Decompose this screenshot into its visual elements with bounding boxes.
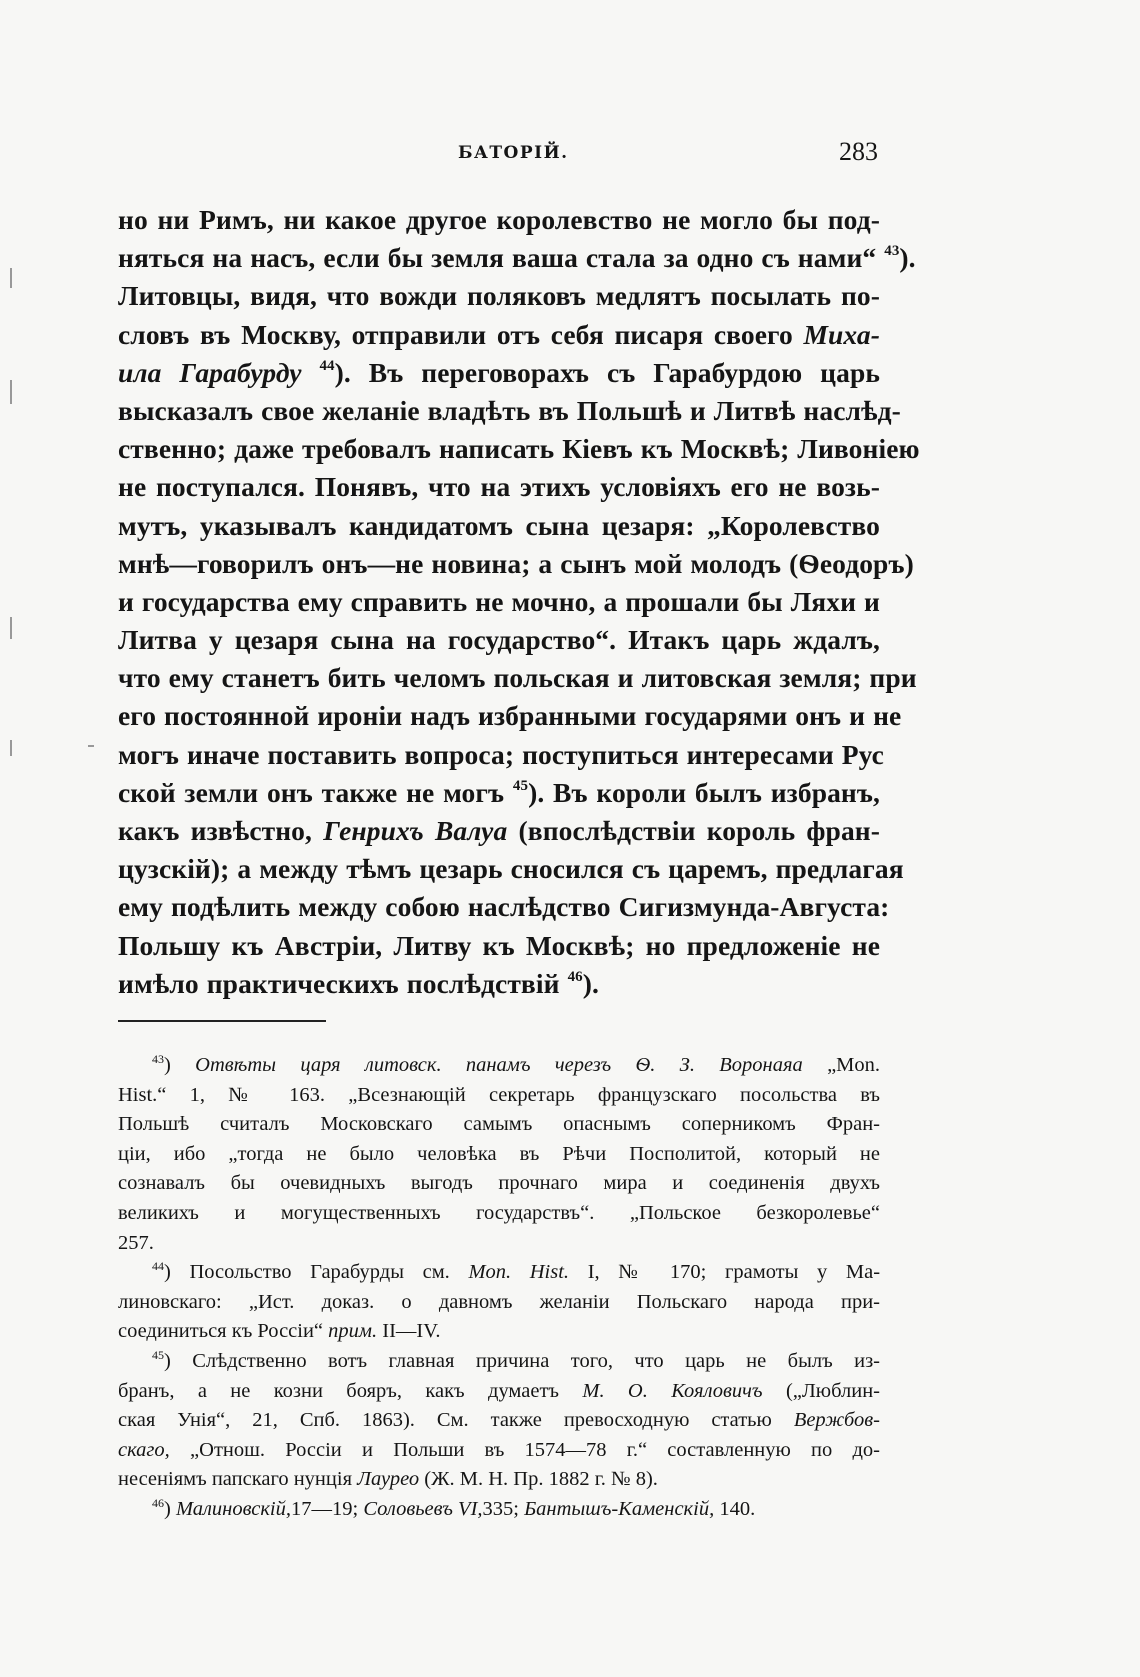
- text-line: ему подѣлить между собою наслѣдство Сигизмунда-Августа:: [118, 891, 890, 923]
- person-name: Миха-: [803, 318, 880, 350]
- footnote-line: несеніямъ папскаго нунція Лаурео (Ж. М. Н. Пр. 1882 г. № 8).: [118, 1468, 658, 1491]
- person-name: Генрихъ Валуа: [323, 815, 508, 846]
- footnote-ref: 45: [512, 777, 529, 794]
- text-line: какъ извѣстно, Генрихъ Валуа (впослѣдствіи король фран-: [118, 815, 880, 846]
- footnote-43: $^{43}$) Отвѣты царя литовск. панамъ черезъ Ѳ. З. Воронаяа „Mon.: [152, 1052, 881, 1076]
- text-line: Литовцы, видя, что вожди поляковъ медлятъ посылать по-: [118, 280, 880, 312]
- footnote-line: ская Унія“, 21, Спб. 1863). См. также превосходную статью Вержбов-: [118, 1409, 880, 1432]
- text-line: имѣло практическихъ послѣдствій $^{46}$).: [118, 967, 599, 999]
- page-number: 283: [839, 137, 878, 166]
- footnote-line: Польшѣ считалъ Московскаго самымъ опаснымъ соперникомъ Фран-: [118, 1113, 880, 1136]
- text-line: могъ иначе поставить вопроса; поступиться интересами Рус: [118, 738, 884, 770]
- text-line: мутъ, указывалъ кандидатомъ сына цезаря: „Королевство: [118, 509, 880, 541]
- footnote-46: $^{46}$) Малиновскій,17—19; Соловьевъ VI,335; Бантышъ-Каменскій, 140.: [152, 1495, 756, 1520]
- footnote-line: соединиться къ Россіи“ прим. II—IV.: [118, 1320, 441, 1343]
- footnote-44: $^{44}$) Посольство Гарабурды см. Mon. Hist. I, № 170; грамоты у Ма-: [152, 1259, 881, 1284]
- footnotes: [118, 1051, 880, 1525]
- footnote-line: бранъ, а не козни бояръ, какъ думаетъ М. О. Кояловичъ („Люблин-: [118, 1379, 880, 1402]
- margin-mark: [10, 380, 12, 404]
- footnote-line: ціи, ибо „тогда не было человѣка въ Рѣчи Посполитой, который не: [118, 1142, 880, 1165]
- text-line: мнѣ—говорилъ онъ—не новина; а сынъ мой молодъ (Ѳеодоръ): [118, 547, 914, 579]
- footnote-line: линовскаго: „Ист. доказ. о давномъ желаніи Польскаго народа при-: [118, 1290, 880, 1313]
- text-line: ила Гарабурду $^{44}$). Въ переговорахъ съ Гарабурдою царь: [118, 356, 880, 388]
- footnote-ref: 43: [884, 243, 900, 260]
- text-line: ской земли онъ также не могъ $^{45}$). Въ короли былъ избранъ,: [118, 776, 880, 808]
- text-line: ственно; даже требовалъ написать Кіевъ къ Москвѣ; Ливоніею: [118, 433, 920, 465]
- main-text: [118, 201, 920, 1003]
- text-line: цузскій); а между тѣмъ цезарь сносился съ царемъ, предлагая: [118, 853, 904, 885]
- margin-mark: [10, 617, 12, 639]
- footnote-ref: 46: [567, 968, 583, 985]
- margin-mark: [10, 268, 12, 288]
- running-title: БАТОРІЙ.: [458, 143, 569, 163]
- page-header: [118, 137, 878, 177]
- footnote-line: сознавалъ бы очевидныхъ выгодъ прочнаго мира и соединенія двухъ: [118, 1172, 880, 1195]
- text-line: Польшу къ Австріи, Литву къ Москвѣ; но предложеніе не: [118, 929, 880, 961]
- footnote-separator: [118, 1020, 326, 1022]
- text-line: словъ въ Москву, отправили отъ себя писаря своего Миха-: [118, 318, 880, 350]
- text-line: и государства ему справить не мочно, а прошали бы Ляхи и: [118, 585, 880, 617]
- footnote-ref: 44: [319, 357, 335, 374]
- footnote-line: великихъ и могущественныхъ государствъ“. „Польское безкоролевье“: [118, 1201, 880, 1224]
- margin-mark: [88, 745, 94, 747]
- text-line: няться на насъ, если бы земля ваша стала за одно съ нами“ $^{43}$).: [118, 242, 916, 274]
- margin-mark: [10, 740, 12, 756]
- text-line: Литва у цезаря сына на государство“. Итакъ царь ждалъ,: [118, 624, 880, 656]
- footnote-45: $^{45}$) Слѣдственно вотъ главная причина того, что царь не былъ из-: [152, 1347, 880, 1372]
- text-line: его постоянной ироніи надъ избранными государями онъ и не: [118, 700, 902, 732]
- footnote-line: 257.: [118, 1231, 154, 1254]
- text-line: но ни Римъ, ни какое другое королевство не могло бы под-: [118, 204, 880, 235]
- text-line: высказалъ свое желаніе владѣть въ Польшѣ и Литвѣ наслѣд-: [118, 394, 901, 426]
- text-line: что ему станетъ бить челомъ польская и литовская земля; при: [118, 662, 917, 694]
- person-name: ила Гарабурду: [118, 356, 302, 388]
- footnote-line: Hist.“ 1, № 163. „Всезнающій секретарь французскаго посольства въ: [118, 1083, 880, 1106]
- text-line: не поступался. Понявъ, что на этихъ условіяхъ его не возь-: [118, 471, 880, 503]
- footnote-line: скаго, „Отнош. Россіи и Польши въ 1574—78 г.“ составленную по до-: [118, 1438, 880, 1461]
